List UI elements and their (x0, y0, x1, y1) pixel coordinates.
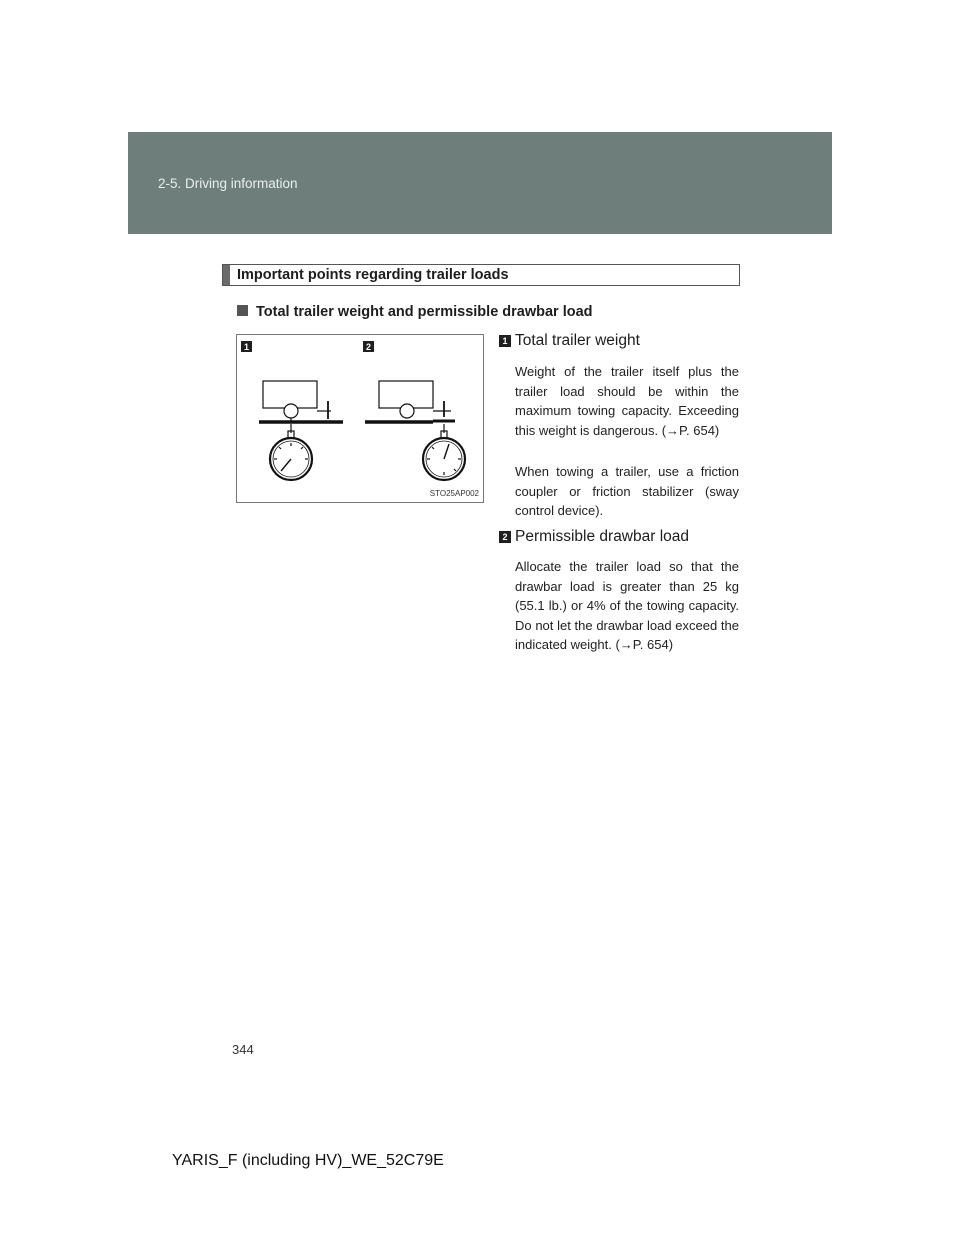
section-title: Important points regarding trailer loads (237, 267, 509, 283)
item-2-title: Permissible drawbar load (515, 528, 690, 545)
section-title-box (222, 264, 740, 286)
item-1-number-badge: 1 (499, 335, 511, 347)
trailer-left-drawing (259, 381, 343, 480)
item-2-heading (499, 528, 689, 546)
trailer-right-drawing (365, 381, 465, 480)
header-band (128, 132, 832, 234)
footer-document-id: YARIS_F (including HV)_WE_52C79E (172, 1152, 444, 1169)
figure-label-2: 2 (365, 342, 372, 352)
figure-label-1-badge (241, 341, 252, 352)
subheading-text: Total trailer weight and permissible drawbar load (256, 304, 593, 320)
subheading (237, 304, 593, 320)
item-1-paragraph-2: When towing a trailer, use a friction coupler or friction stabilizer (sway control device). (515, 464, 739, 518)
figure-code: STO25AP002 (429, 489, 479, 498)
item-1-paragraph-1: Weight of the trailer itself plus the trailer load should be within the maximum towing capacity. Exceeding this weight is dangerous. (→P. 654) (515, 364, 739, 438)
item-2-paragraph-1: Allocate the trailer load so that the drawbar load is greater than 25 kg (55.1 lb.) or 4% of the towing capacity. Do not let the drawbar load exceed the indicated weight. (→P. 654) (515, 559, 739, 652)
figure-label-1: 1 (243, 342, 250, 352)
section-breadcrumb: 2-5. Driving information (158, 176, 298, 191)
item-1-title: Total trailer weight (515, 332, 640, 349)
item-2-number-badge: 2 (499, 531, 511, 543)
figure-label-2-badge (363, 341, 374, 352)
square-bullet-icon (237, 305, 248, 316)
section-title-bar (223, 265, 230, 285)
item-1-heading (499, 332, 640, 350)
trailer-load-figure (236, 334, 484, 503)
page-number: 344 (232, 1042, 254, 1057)
trailer-scale-illustration (237, 335, 483, 502)
